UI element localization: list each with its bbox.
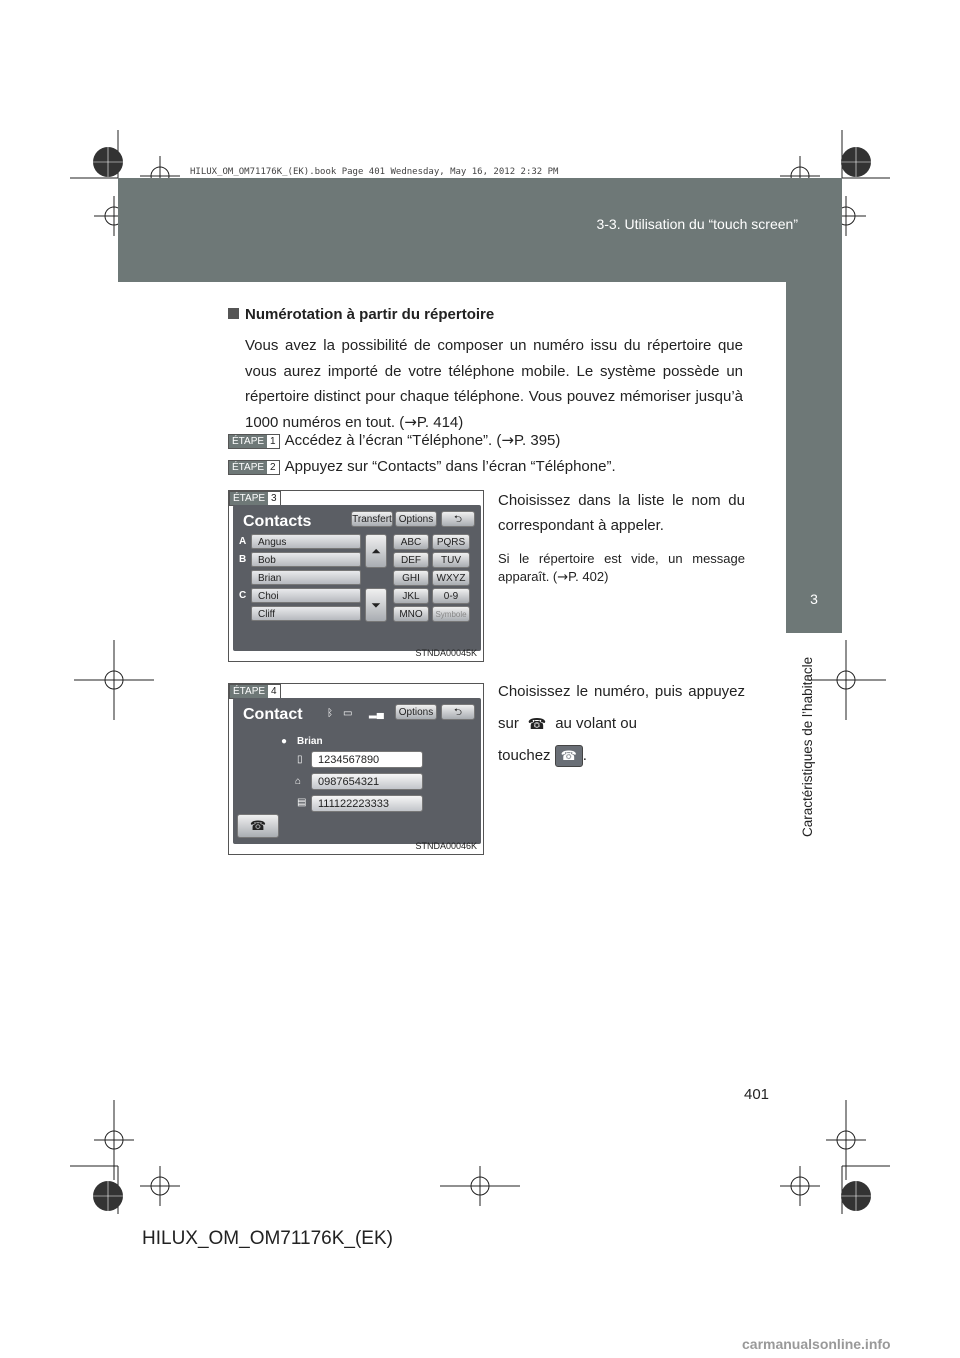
screen-title: Contacts: [243, 513, 312, 530]
office-icon: ▤: [297, 797, 307, 808]
step-3-text: Choisissez dans la liste le nom du correspondant à appeler. Si le répertoire est vide, un message apparaît. (→P. 402): [498, 492, 745, 585]
key-ghi[interactable]: GHI: [393, 570, 429, 586]
steering-phone-icon: ☎: [527, 715, 547, 734]
battery-icon: ▭: [343, 708, 353, 719]
section-title: Numérotation à partir du répertoire: [228, 306, 494, 323]
transfer-button[interactable]: Transfert: [351, 511, 393, 527]
side-tab: [786, 282, 842, 565]
side-tab-number: 3: [786, 565, 842, 633]
back-button[interactable]: ⮌: [441, 511, 475, 527]
key-def[interactable]: DEF: [393, 552, 429, 568]
figure-code: STNDA00045K: [415, 648, 477, 658]
call-button[interactable]: ☎: [237, 814, 279, 838]
contacts-screen: [233, 505, 481, 651]
index-letter: A: [239, 536, 247, 547]
book-info-line: HILUX_OM_OM71176K_(EK).book Page 401 Wednesday, May 16, 2012 2:32 PM: [190, 167, 559, 177]
key-mno[interactable]: MNO: [393, 606, 429, 622]
step-badge: ÉTAPE 3: [229, 491, 281, 506]
bullet-square-icon: [228, 308, 239, 319]
signal-icon: ▂▄: [369, 708, 384, 719]
key-wxyz[interactable]: WXYZ: [432, 570, 470, 586]
page-number: 401: [744, 1086, 770, 1103]
step-badge: ÉTAPE 2: [228, 460, 280, 475]
contact-row[interactable]: Bob: [251, 552, 361, 567]
key-symbole[interactable]: Symbole: [432, 606, 470, 622]
bluetooth-icon: ᛒ: [327, 708, 333, 719]
footer-code: HILUX_OM_OM71176K_(EK): [142, 1228, 393, 1249]
phone-number-field[interactable]: 0987654321: [311, 773, 423, 790]
contact-name: Brian: [297, 736, 323, 747]
contact-screen: [233, 698, 481, 844]
phone-number-field[interactable]: 1234567890: [311, 751, 423, 768]
screen-title: Contact: [243, 706, 303, 723]
watermark: carmanualsonline.info: [742, 1336, 891, 1352]
contact-row[interactable]: Choi: [251, 588, 361, 603]
step-badge: ÉTAPE 4: [229, 684, 281, 699]
contact-row[interactable]: Angus: [251, 534, 361, 549]
key-pqrs[interactable]: PQRS: [432, 534, 470, 550]
arrow-icon: →: [557, 570, 569, 585]
header-band: [118, 178, 842, 282]
intro-paragraph: Vous avez la possibilité de composer un numéro issu du répertoire que vous aurez importé de votre téléphone mobile. Le système possède un répertoire distinct pour chaque téléphone. Vous pouvez mémoriser jusqu’à 1000 numéros en tout. (→P. 414): [245, 337, 743, 431]
key-0-9[interactable]: 0-9: [432, 588, 470, 604]
contact-row[interactable]: Brian: [251, 570, 361, 585]
step-badge: ÉTAPE 1: [228, 434, 280, 449]
step-4-text: Choisissez le numéro, puis appuyez sur ☎ au volant ou touchez ☎ .: [498, 676, 745, 772]
arrow-icon: →: [404, 412, 417, 431]
contact-row[interactable]: Cliff: [251, 606, 361, 621]
step-3-note: Si le répertoire est vide, un message apparaît. (→P. 402): [498, 551, 745, 585]
index-letter: B: [239, 554, 247, 565]
person-icon: ●: [281, 736, 288, 747]
options-button[interactable]: Options: [395, 704, 437, 720]
side-tab-label: Caractéristiques de l’habitacle: [800, 656, 815, 837]
index-letter: C: [239, 590, 247, 601]
step-1: ÉTAPE 1 Accédez à l’écran “Téléphone”. (→P. 395): [228, 431, 560, 449]
arrow-icon: →: [501, 431, 514, 449]
figure-step-3: [228, 490, 484, 662]
options-button[interactable]: Options: [395, 511, 437, 527]
key-jkl[interactable]: JKL: [393, 588, 429, 604]
mobile-icon: ▯: [297, 754, 303, 765]
figure-step-4: [228, 683, 484, 855]
back-button[interactable]: ⮌: [441, 704, 475, 720]
scroll-down-button[interactable]: ⏷: [365, 588, 387, 622]
phone-number-field[interactable]: 111122223333: [311, 795, 423, 812]
home-icon: ⌂: [295, 776, 302, 787]
key-abc[interactable]: ABC: [393, 534, 429, 550]
figure-code: STNDA00046K: [415, 841, 477, 851]
screen-phone-icon: ☎: [555, 745, 583, 767]
section-heading: 3-3. Utilisation du “touch screen”: [596, 216, 798, 232]
scroll-up-button[interactable]: ⏶: [365, 534, 387, 568]
step-2: ÉTAPE 2 Appuyez sur “Contacts” dans l’écran “Téléphone”.: [228, 458, 616, 475]
key-tuv[interactable]: TUV: [432, 552, 470, 568]
